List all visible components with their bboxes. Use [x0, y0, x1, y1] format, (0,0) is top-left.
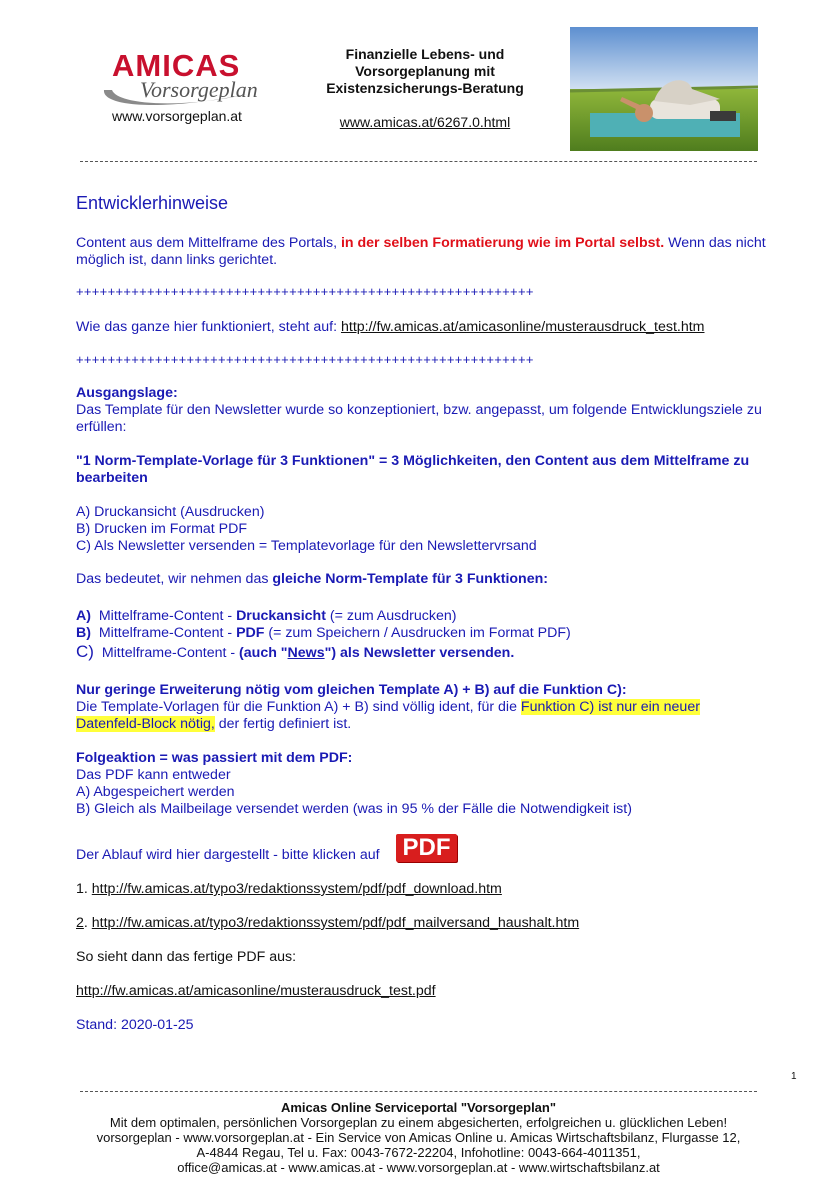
- function-c-bold2: ") als Newsletter versenden.: [324, 645, 515, 661]
- function-b-bold: PDF: [236, 625, 265, 641]
- function-a-line: [76, 608, 766, 625]
- page-number: 1: [791, 1071, 797, 1082]
- bedeutet-text: Das bedeutet, wir nehmen das: [76, 571, 273, 587]
- function-b-note: (= zum Speichern / Ausdrucken im Format PDF): [264, 625, 571, 641]
- how-link[interactable]: http://fw.amicas.at/amicasonline/musterausdruck_test.htm: [340, 319, 705, 335]
- bedeutet-line: [76, 571, 766, 588]
- how-it-works-line: [76, 319, 766, 336]
- header-title-line2: Vorsorgeplanung mit: [355, 63, 495, 79]
- logo-subtitle: Vorsorgeplan: [140, 77, 258, 102]
- link-2-dot: .: [83, 915, 92, 931]
- pdf-button[interactable]: PDF: [396, 834, 457, 862]
- plus-separator-1: ++++++++++++++++++++++++++++++++++++++++++++++++++++++++++: [76, 284, 534, 299]
- link-line-1: [76, 881, 766, 898]
- pdf-mailversand-link[interactable]: http://fw.amicas.at/typo3/redaktionssystem/pdf/pdf_mailversand_haushalt.htm: [91, 915, 580, 931]
- erweiterung-text-a: Die Template-Vorlagen für die Funktion A) + B) sind völlig ident, für die: [76, 699, 521, 715]
- folgeaktion-line: B) Gleich als Mailbeilage versendet werden (was in 95 % der Fälle die Notwendigkeit ist): [76, 801, 632, 817]
- page-title: Entwicklerhinweise: [76, 193, 229, 213]
- header-divider: [80, 161, 757, 162]
- function-c-text: Mittelframe-Content -: [93, 645, 240, 661]
- erweiterung-highlight: Funktion C) ist nur ein neuer Datenfeld-Block nötig,: [76, 699, 700, 732]
- footer-line: office@amicas.at - www.amicas.at - www.vorsorgeplan.at - www.wirtschaftsbilanz.at: [177, 1160, 660, 1175]
- function-c-bold1: (auch ": [239, 645, 288, 661]
- plus-separator-2: ++++++++++++++++++++++++++++++++++++++++++++++++++++++++++: [76, 352, 534, 367]
- pdf-download-link[interactable]: http://fw.amicas.at/typo3/redaktionssystem/pdf/pdf_download.htm: [91, 881, 502, 897]
- news-link[interactable]: News: [287, 645, 325, 661]
- function-a-text: Mittelframe-Content -: [90, 608, 237, 624]
- function-a-bold: Druckansicht: [236, 608, 326, 624]
- function-c-key: C): [76, 642, 94, 661]
- sieht-aus-text: So sieht dann das fertige PDF aus:: [76, 949, 297, 965]
- pdf-sample-link[interactable]: http://fw.amicas.at/amicasonline/musterausdruck_test.pdf: [76, 983, 436, 999]
- function-b-text: Mittelframe-Content -: [90, 625, 237, 641]
- footer-divider: [80, 1091, 757, 1092]
- ausgangslage-text: Das Template für den Newsletter wurde so konzeptioniert, bzw. angepasst, um folgende Entwicklungsziele zu erfüllen:: [76, 402, 762, 435]
- ablauf-text: Der Ablauf wird hier dargestellt - bitte klicken auf: [76, 847, 380, 863]
- header-photo: [570, 27, 758, 151]
- function-b-line: [76, 625, 766, 642]
- list-item: C) Als Newsletter versenden = Templatevorlage für den Newslettervrsand: [76, 538, 537, 554]
- bedeutet-bold: gleiche Norm-Template für 3 Funktionen:: [272, 571, 549, 587]
- function-list: [76, 504, 766, 555]
- how-prefix: Wie das ganze hier funktioniert, steht auf:: [76, 319, 341, 335]
- intro-text-c: Wenn das nicht möglich ist, dann links gerichtet.: [76, 235, 766, 268]
- footer-line: Mit dem optimalen, persönlichen Vorsorgeplan zu einem abgesicherten, erfolgreichen u. glücklichen Leben!: [109, 1115, 728, 1130]
- header-title-line3: Existenzsicherungs-Beratung: [326, 80, 524, 96]
- function-a-key: A): [76, 608, 91, 624]
- footer-line: vorsorgeplan - www.vorsorgeplan.at - Ein Service von Amicas Online u. Amicas Wirtschaftsbilanz, Flurgasse 12,: [96, 1130, 741, 1145]
- norm-template-title: [76, 453, 766, 487]
- list-item: B) Drucken im Format PDF: [76, 521, 248, 537]
- stand-date: Stand: 2020-01-25: [76, 1017, 194, 1033]
- header-title: [300, 46, 550, 97]
- logo-url: www.vorsorgeplan.at: [112, 108, 242, 124]
- header-url-link[interactable]: www.amicas.at/6267.0.html: [339, 114, 511, 130]
- norm-title-text: "1 Norm-Template-Vorlage für 3 Funktionen" = 3 Möglichkeiten, den Content aus dem Mittelframe zu bearbeiten: [76, 453, 750, 486]
- header-title-line1: Finanzielle Lebens- und: [345, 46, 505, 62]
- function-c-line: [76, 643, 766, 662]
- intro-paragraph: [76, 235, 766, 269]
- footer-title: Amicas Online Serviceportal "Vorsorgeplan": [280, 1100, 557, 1115]
- relaxing-person-image: [570, 27, 758, 151]
- footer: [80, 1100, 757, 1175]
- folgeaktion-line: A) Abgespeichert werden: [76, 784, 235, 800]
- intro-text-a: Content aus dem Mittelframe des Portals,: [76, 235, 341, 251]
- function-b-key: B): [76, 625, 91, 641]
- pdf-sample-line: [76, 983, 766, 1000]
- erweiterung-section: [76, 682, 766, 733]
- function-a-note: (= zum Ausdrucken): [325, 608, 457, 624]
- list-item: A) Druckansicht (Ausdrucken): [76, 504, 265, 520]
- folgeaktion-line: Das PDF kann entweder: [76, 767, 231, 783]
- folgeaktion-title: Folgeaktion = was passiert mit dem PDF:: [76, 750, 353, 766]
- ausgangslage-title: Ausgangslage:: [76, 385, 178, 401]
- erweiterung-text-b: der fertig definiert ist.: [214, 716, 352, 732]
- link-line-2: [76, 915, 766, 932]
- link-1-number: 1.: [76, 881, 92, 897]
- intro-emphasis: in der selben Formatierung wie im Portal selbst.: [340, 235, 665, 251]
- folgeaktion-section: [76, 750, 766, 818]
- link-2-number: 2: [76, 915, 84, 931]
- footer-line: A-4844 Regau, Tel u. Fax: 0043-7672-22204, Infohotline: 0043-664-4011351,: [196, 1145, 641, 1160]
- logo-wordmark: AMICAS: [112, 48, 241, 83]
- erweiterung-title: Nur geringe Erweiterung nötig vom gleichen Template A) + B) auf die Funktion C):: [76, 682, 627, 698]
- ausgangslage-section: [76, 385, 766, 436]
